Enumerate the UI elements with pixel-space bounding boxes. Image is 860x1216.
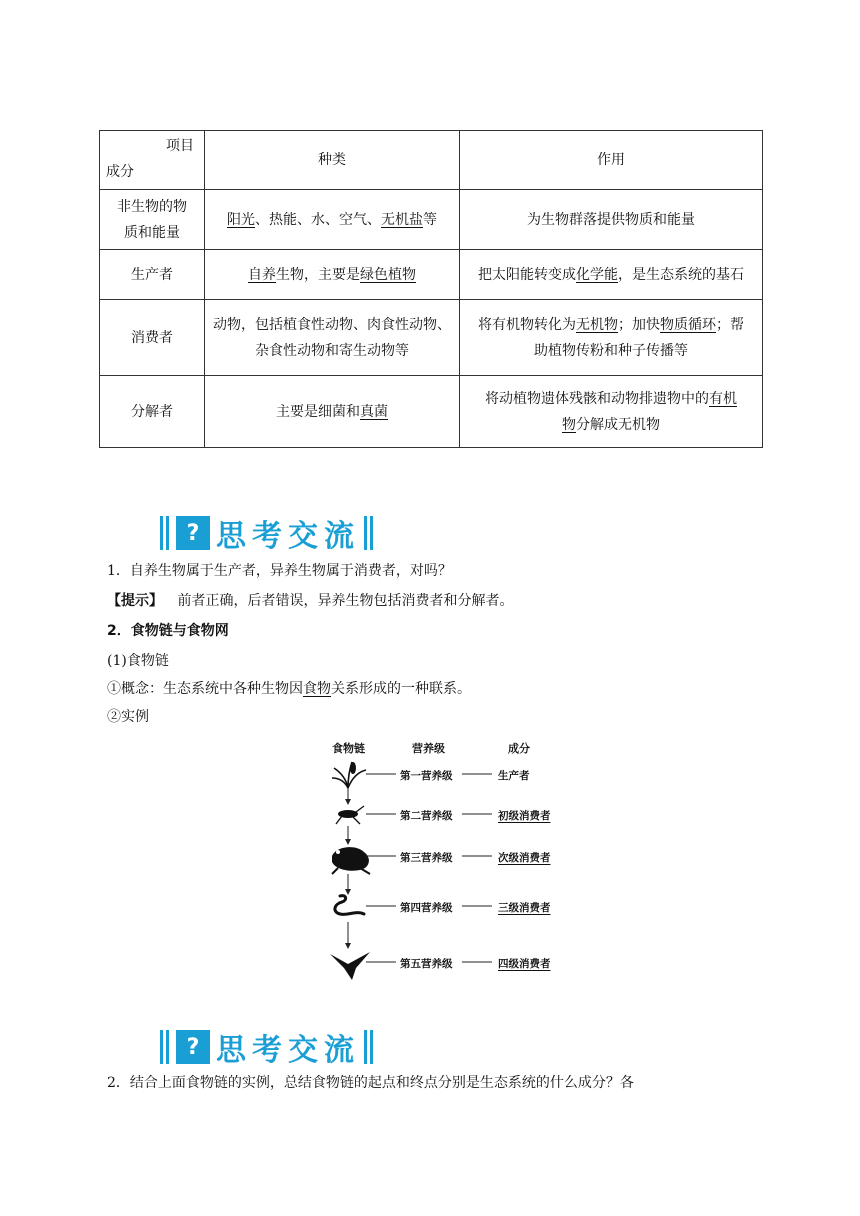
food-chain-row: [326, 842, 566, 872]
heading-bar: [166, 516, 169, 550]
food-chain-row: [326, 800, 566, 830]
section-heading: [160, 514, 376, 552]
component-role: 次级消费者: [498, 852, 551, 864]
table-row: [100, 300, 763, 376]
row-kind: 阳光、热能、水、空气、无机盐等: [205, 190, 460, 250]
row-kind: 主要是细菌和真菌: [205, 376, 460, 448]
header-component-label: 成分: [106, 164, 134, 180]
ecosystem-components-table: [99, 130, 763, 448]
trophic-level: 第五营养级: [400, 958, 453, 970]
example-label: ②实例: [107, 709, 149, 725]
component-role: 生产者: [498, 770, 530, 782]
row-role: 为生物群落提供物质和能量: [460, 190, 763, 250]
question-icon: ?: [176, 1030, 210, 1064]
row-kind: 自养生物，主要是绿色植物: [205, 250, 460, 300]
table-row: [100, 250, 763, 300]
figure-header-chain: 食物链: [332, 742, 365, 755]
row-name: 分解者: [100, 376, 205, 448]
trophic-level: 第二营养级: [400, 810, 453, 822]
heading-bar: [364, 1030, 367, 1064]
trophic-level: 第一营养级: [400, 770, 453, 782]
heading-bar: [370, 516, 373, 550]
food-chain-row: [326, 892, 566, 922]
row-kind: 动物，包括植食性动物、肉食性动物、 杂食性动物和寄生动物等: [205, 300, 460, 376]
heading-bar: [364, 516, 367, 550]
header-role: 作用: [460, 131, 763, 190]
trophic-level: 第三营养级: [400, 852, 453, 864]
food-chain-row: [326, 760, 566, 790]
component-role: 三级消费者: [498, 902, 551, 914]
heading-title: 思考交流: [216, 1033, 360, 1068]
row-name: 生产者: [100, 250, 205, 300]
concept-line: ①概念：生态系统中各种生物因食物关系形成的一种联系。: [107, 681, 471, 697]
question-1: 1．自养生物属于生产者，异养生物属于消费者，对吗？: [107, 563, 452, 579]
hint-text: 前者正确，后者错误，异养生物包括消费者和分解者。: [177, 593, 514, 609]
heading-bar: [160, 1030, 163, 1064]
row-role: 将有机物转化为无机物；加快物质循环；帮 助植物传粉和种子传播等: [460, 300, 763, 376]
row-role: 将动植物遗体残骸和动物排遗物中的有机 物分解成无机物: [460, 376, 763, 448]
question-2: 2．结合上面食物链的实例，总结食物链的起点和终点分别是生态系统的什么成分？各: [107, 1075, 634, 1091]
figure-header-component: 成分: [508, 742, 530, 755]
heading-title: 思考交流: [216, 519, 360, 554]
section-2-title: 2．食物链与食物网: [107, 623, 229, 639]
heading-bar: [166, 1030, 169, 1064]
table-row: [100, 190, 763, 250]
header-item-label: 项目: [166, 138, 194, 154]
table-header-row: [100, 131, 763, 190]
hint-label: 【提示】: [107, 593, 163, 609]
hint: [107, 590, 513, 612]
section-heading: [160, 1028, 376, 1066]
food-chain-row: [326, 948, 566, 978]
figure-header-level: 营养级: [412, 742, 445, 755]
subsection-food-chain: (1)食物链: [107, 653, 169, 669]
component-role: 初级消费者: [498, 810, 551, 822]
heading-bar: [160, 516, 163, 550]
row-name: 消费者: [100, 300, 205, 376]
row-name: 非生物的物 质和能量: [100, 190, 205, 250]
table-row: [100, 376, 763, 448]
trophic-level: 第四营养级: [400, 902, 453, 914]
heading-bar: [370, 1030, 373, 1064]
component-role: 四级消费者: [498, 958, 551, 970]
header-kind: 种类: [205, 131, 460, 190]
food-chain-figure: [326, 736, 566, 986]
diagonal-header-cell: [100, 131, 205, 190]
row-role: 把太阳能转变成化学能，是生态系统的基石: [460, 250, 763, 300]
question-icon: ?: [176, 516, 210, 550]
